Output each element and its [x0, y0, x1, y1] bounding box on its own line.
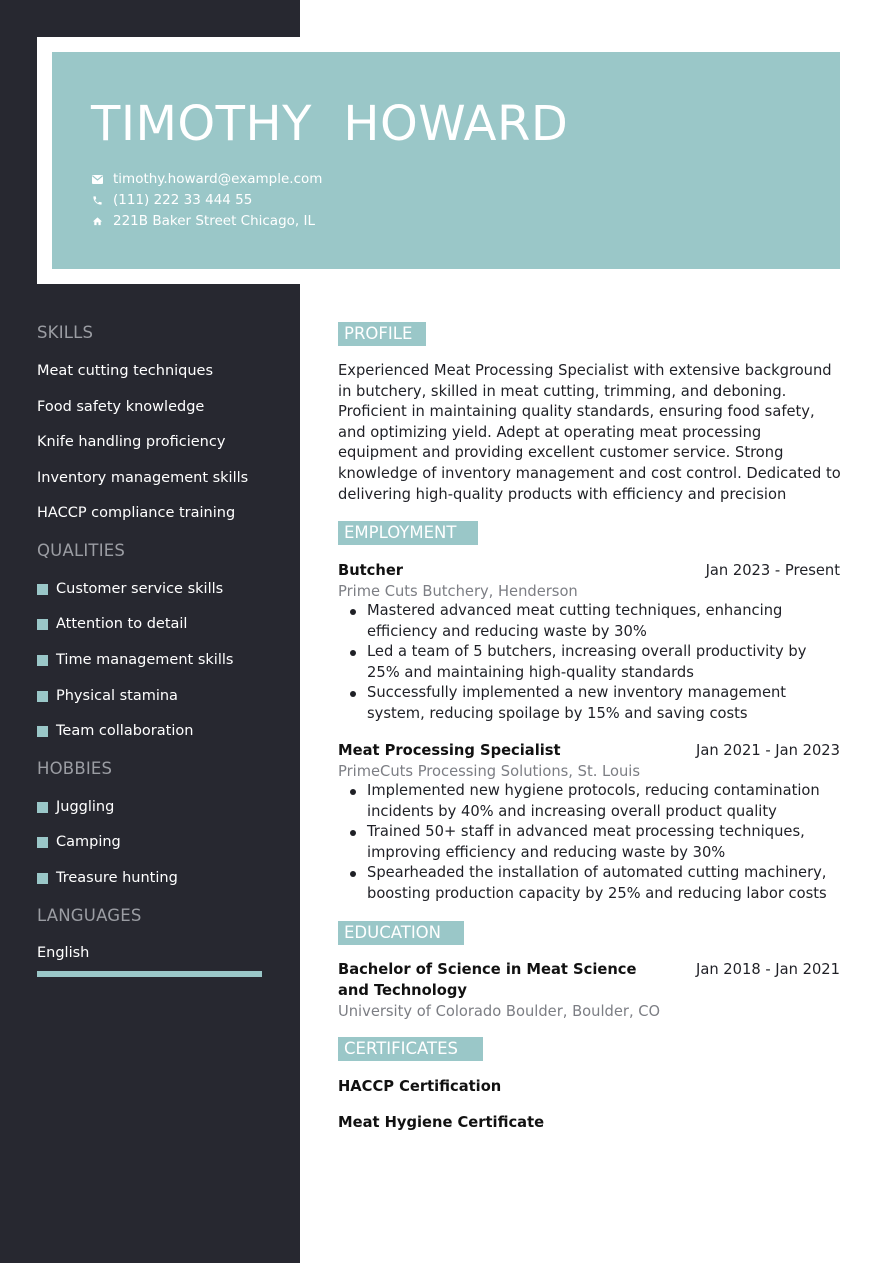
skill-item: Inventory management skills	[37, 470, 249, 486]
quality-item	[37, 650, 233, 670]
education-heading: EDUCATION	[338, 921, 464, 945]
bullet-square	[37, 655, 48, 666]
hobby-item	[37, 797, 114, 817]
quality-item	[37, 686, 178, 706]
education-degree: Bachelor of Science in Meat Science and Technology	[338, 961, 637, 999]
hobby-label: Treasure hunting	[56, 870, 178, 886]
skill-item: Meat cutting techniques	[37, 363, 214, 379]
list-item: Spearheaded the installation of automated cutting machinery, boosting production capacity by 25% and reducing labor costs	[338, 863, 843, 904]
list-item: Led a team of 5 butchers, increasing overall productivity by 25% and maintaining high-quality standards	[338, 642, 843, 683]
quality-label: Team collaboration	[56, 723, 194, 739]
quality-label: Attention to detail	[56, 616, 188, 632]
language-name: English	[37, 945, 90, 961]
certificate-item: Meat Hygiene Certificate	[338, 1114, 545, 1131]
job-dates: Jan 2023 - Present	[705, 562, 840, 579]
hobby-item	[37, 868, 178, 888]
address-text: 221B Baker Street Chicago, IL	[113, 213, 315, 229]
bullet-square	[37, 873, 48, 884]
quality-item	[37, 721, 193, 741]
contact-address	[91, 211, 315, 231]
phone-icon	[91, 194, 104, 207]
skill-item: Knife handling proficiency	[37, 434, 226, 450]
job-dates: Jan 2021 - Jan 2023	[695, 742, 840, 759]
bullet-square	[37, 584, 48, 595]
language-level-bar	[37, 971, 262, 977]
skill-item: Food safety knowledge	[37, 399, 205, 415]
list-item: Trained 50+ staff in advanced meat processing techniques, improving efficiency and reducing waste by 30%	[338, 822, 843, 863]
education-dates: Jan 2018 - Jan 2021	[695, 961, 840, 978]
home-icon	[91, 215, 104, 228]
skill-item: HACCP compliance training	[37, 505, 236, 521]
quality-item	[37, 579, 223, 599]
phone-text: (111) 222 33 444 55	[113, 192, 253, 208]
bullet-square	[37, 619, 48, 630]
job-title: Meat Processing Specialist	[338, 742, 561, 759]
qualities-heading: QUALITIES	[37, 541, 126, 560]
quality-label: Physical stamina	[56, 688, 178, 704]
skills-heading: SKILLS	[37, 323, 94, 342]
job-org: PrimeCuts Processing Solutions, St. Louis	[338, 763, 640, 780]
education-school: University of Colorado Boulder, Boulder, CO	[338, 1003, 661, 1020]
contact-email	[91, 169, 322, 189]
list-item: Mastered advanced meat cutting techniques, enhancing efficiency and reducing waste by 30%	[338, 601, 843, 642]
profile-heading: PROFILE	[338, 322, 426, 346]
email-text: timothy.howard@example.com	[113, 171, 323, 187]
profile-text: Experienced Meat Processing Specialist with extensive background in butchery, skilled in meat cutting, trimming, and deboning. Proficient in maintaining quality standards, ensuring food safety, and optimizing yield. Adept at operating meat processing equipment and providing excellent customer service. Strong knowledge of inventory management and cost control. Dedicated to delivering high-quality products with efficiency and precision	[338, 362, 841, 503]
email-icon	[91, 173, 104, 186]
contact-phone	[91, 190, 252, 210]
hobby-label: Camping	[56, 834, 121, 850]
hobbies-heading: HOBBIES	[37, 759, 113, 778]
quality-item	[37, 614, 187, 634]
employment-heading: EMPLOYMENT	[338, 521, 478, 545]
quality-label: Time management skills	[56, 652, 234, 668]
job-org: Prime Cuts Butchery, Henderson	[338, 583, 578, 600]
job-bullets	[338, 781, 843, 905]
job-title: Butcher	[338, 562, 404, 579]
hobby-item	[37, 832, 121, 852]
certificate-item: HACCP Certification	[338, 1078, 502, 1095]
bullet-square	[37, 726, 48, 737]
list-item: Successfully implemented a new inventory management system, reducing spoilage by 15% and saving costs	[338, 683, 843, 724]
job-bullets	[338, 601, 843, 725]
candidate-name: TIMOTHY HOWARD	[91, 96, 569, 152]
bullet-square	[37, 802, 48, 813]
list-item: Implemented new hygiene protocols, reducing contamination incidents by 40% and increasing overall product quality	[338, 781, 843, 822]
bullet-square	[37, 837, 48, 848]
certificates-heading: CERTIFICATES	[338, 1037, 483, 1061]
hobby-label: Juggling	[56, 799, 115, 815]
header-band	[52, 52, 840, 269]
quality-label: Customer service skills	[56, 581, 224, 597]
bullet-square	[37, 691, 48, 702]
languages-heading: LANGUAGES	[37, 906, 142, 925]
